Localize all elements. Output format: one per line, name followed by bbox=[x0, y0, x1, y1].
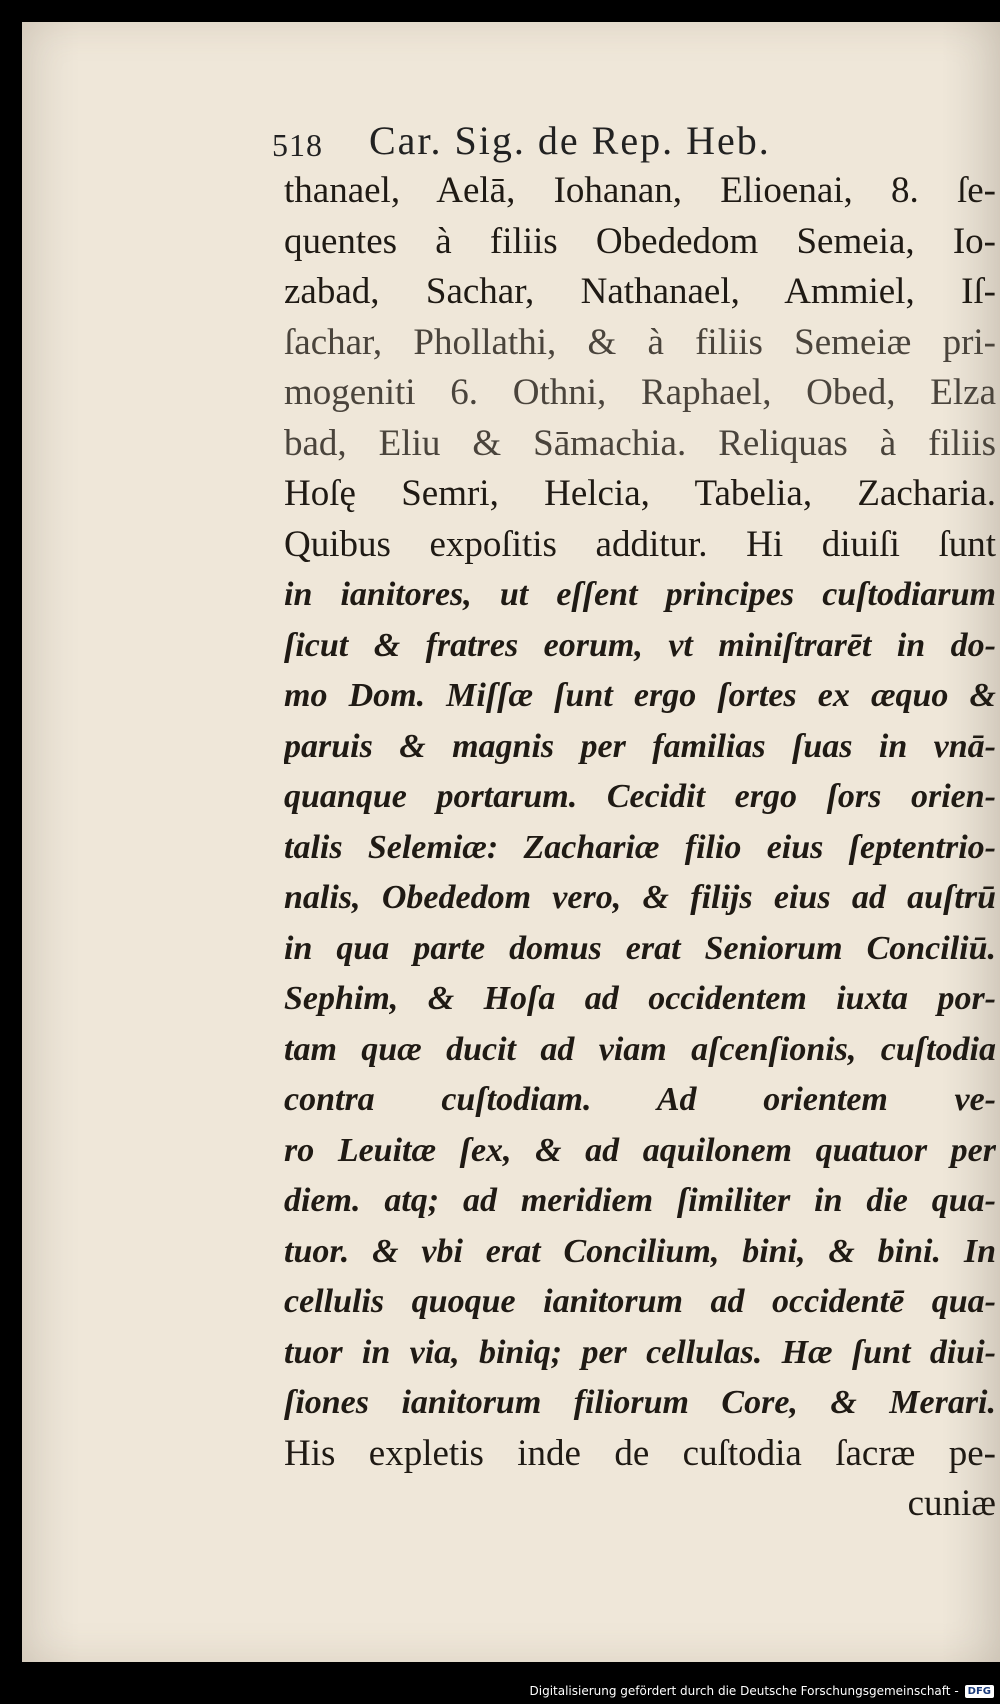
running-head: Car. Sig. de Rep. Heb. bbox=[369, 118, 771, 163]
text-line: Quibus expoſitis additur. Hi diuiſi ſunt bbox=[284, 523, 996, 565]
digitization-credit bbox=[530, 1684, 995, 1698]
text-line: ſachar, Phollathi, & à filiis Semeiæ pri- bbox=[284, 321, 996, 363]
text-line: talis Selemiæ: Zachariæ filio eius ſeptentrio- bbox=[284, 828, 996, 866]
text-line: bad, Eliu & Sāmachia. Reliquas à filiis bbox=[284, 422, 996, 464]
text-line: contra cuſtodiam. Ad orientem ve- bbox=[284, 1081, 996, 1118]
book-page bbox=[22, 22, 1000, 1662]
page-header bbox=[272, 114, 992, 164]
text-line: ſicut & fratres eorum, vt miniſtrarēt in do- bbox=[284, 626, 996, 664]
text-line: paruis & magnis per familias ſuas in vnā- bbox=[284, 727, 996, 765]
body-text bbox=[284, 166, 996, 1530]
text-line: mogeniti 6. Othni, Raphael, Obed, Elza bbox=[284, 372, 996, 413]
text-line: Sephim, & Hoſa ad occidentem iuxta por- bbox=[284, 980, 996, 1017]
text-line: nalis, Obededom vero, & filijs eius ad auſtrū bbox=[284, 879, 996, 916]
text-line: thanael, Aelā, Iohanan, Elioenai, 8. ſe- bbox=[284, 170, 996, 211]
catchword: cuniæ bbox=[907, 1483, 996, 1524]
page-number: 518 bbox=[272, 127, 323, 163]
text-line: tam quæ ducit ad viam aſcenſionis, cuſtodia bbox=[284, 1030, 996, 1068]
text-line: in ianitores, ut eſſent principes cuſtodiarum bbox=[284, 576, 996, 613]
text-line: tuor. & vbi erat Concilium, bini, & bini. In bbox=[284, 1232, 996, 1270]
text-line: quanque portarum. Cecidit ergo ſors orien- bbox=[284, 778, 996, 815]
text-line: mo Dom. Miſſæ ſunt ergo ſortes ex æquo & bbox=[284, 677, 996, 714]
dfg-logo: DFG bbox=[965, 1685, 994, 1698]
text-line: quentes à filiis Obededom Semeia, Io- bbox=[284, 220, 996, 262]
text-line: diem. atq; ad meridiem ſimiliter in die qua- bbox=[284, 1182, 996, 1219]
text-line: zabad, Sachar, Nathanael, Ammiel, Iſ- bbox=[284, 271, 996, 312]
credit-text: Digitalisierung gefördert durch die Deutsche Forschungsgemeinschaft - bbox=[529, 1684, 959, 1698]
text-line: ro Leuitæ ſex, & ad aquilonem quatuor per bbox=[284, 1131, 996, 1169]
text-line: Hoſę Semri, Helcia, Tabelia, Zacharia. bbox=[284, 473, 996, 514]
text-line: His expletis inde de cuſtodia ſacræ pe- bbox=[284, 1432, 996, 1474]
text-line: ſiones ianitorum filiorum Core, & Merari. bbox=[284, 1384, 996, 1421]
text-line: cellulis quoque ianitorum ad occidentē qua- bbox=[284, 1283, 996, 1320]
text-line: in qua parte domus erat Seniorum Conciliū. bbox=[284, 929, 996, 967]
text-line: tuor in via, biniq; per cellulas. Hæ ſunt diui- bbox=[284, 1333, 996, 1371]
footer-bar bbox=[0, 1662, 1000, 1704]
